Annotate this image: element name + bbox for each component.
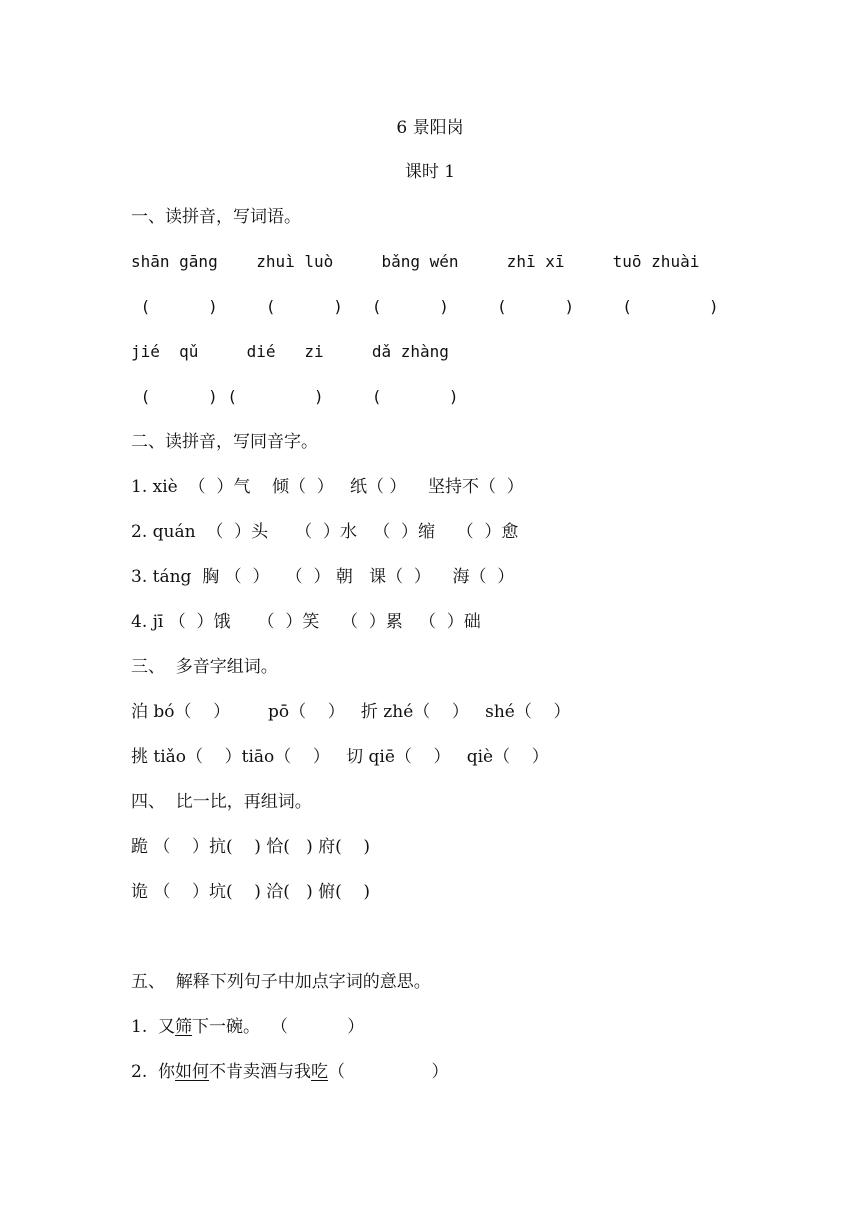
- pinyin-row-1: shān gāng zhuì luò bǎng wén zhī xī tuō zhuài: [131, 252, 700, 271]
- question-5-2-suffix: （ ）: [328, 1062, 449, 1082]
- question-2-4: 4. jī （ ）饿 （ ）笑 （ ）累 （ ）础: [131, 612, 481, 632]
- question-2-3: 3. táng 胸 （ ） （ ） 朝 课（ ） 海（ ）: [131, 567, 515, 587]
- question-2-2: 2. quán （ ）头 （ ）水 （ ）缩 （ ）愈: [131, 522, 519, 542]
- section2-heading: 二、读拼音，写同音字。: [131, 432, 318, 452]
- polyphone-row-1: 泊 bó（ ） pō（ ） 折 zhé（ ） shé（ ）: [131, 702, 571, 722]
- question-5-1-prefix: 1. 又: [131, 1017, 176, 1037]
- pinyin-row-2: jié qǔ dié zi dǎ zhàng: [131, 342, 449, 361]
- question-5-1-suffix: 下一碗。 （ ）: [192, 1017, 365, 1037]
- question-5-2-prefix: 2. 你: [131, 1062, 176, 1082]
- polyphone-row-2: 挑 tiǎo（ ）tiāo（ ） 切 qiē（ ） qiè（ ）: [131, 747, 549, 767]
- section4-heading: 四、 比一比，再组词。: [131, 792, 312, 812]
- section5-heading: 五、 解释下列句子中加点字词的意思。: [131, 972, 431, 992]
- blanks-row-1: ( ) ( ) ( ) ( ) ( ): [131, 297, 719, 316]
- section1-heading: 一、读拼音，写词语。: [131, 207, 301, 227]
- question-5-1: [131, 1015, 364, 1039]
- marked-word: 吃: [311, 1062, 329, 1082]
- section3-heading: 三、 多音字组词。: [131, 657, 278, 677]
- marked-word: 如何: [175, 1062, 210, 1082]
- page-title: 6 景阳岗: [396, 118, 464, 138]
- question-2-1: 1. xiè （ ）气 倾（ ） 纸（ ） 坚持不（ ）: [131, 477, 524, 497]
- lesson-label: 课时 1: [404, 162, 456, 182]
- compare-row-1: 跪 （ ）抗( ) 恰( ) 府( ): [131, 837, 371, 857]
- question-5-2: [131, 1060, 449, 1084]
- marked-word: 筛: [175, 1017, 193, 1037]
- blanks-row-2: ( ) ( ) ( ): [131, 387, 459, 406]
- question-5-2-middle: 不肯卖酒与我: [209, 1062, 312, 1082]
- compare-row-2: 诡 （ ）坑( ) 洽( ) 俯( ): [131, 882, 371, 902]
